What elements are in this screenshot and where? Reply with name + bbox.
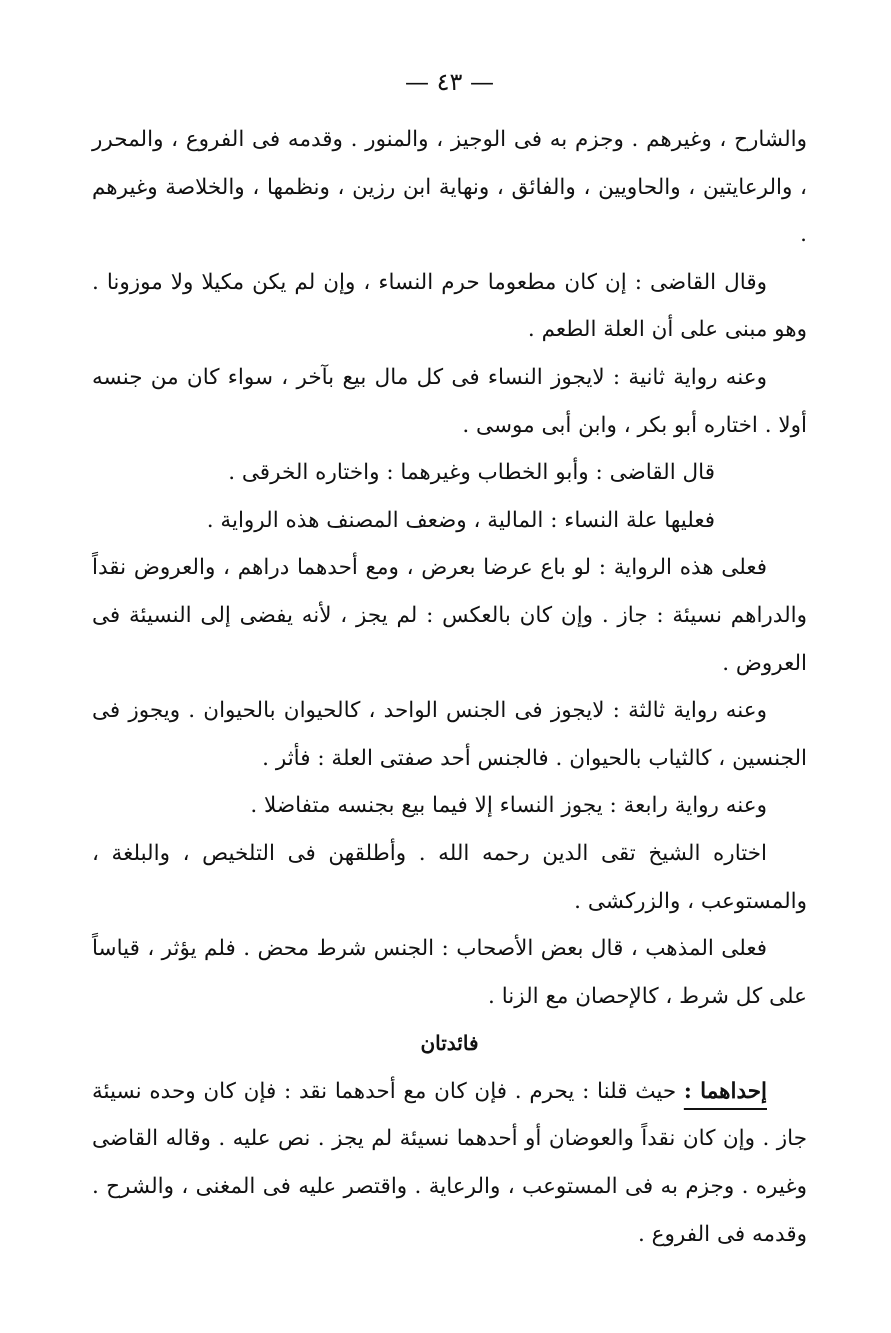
paragraph-8: وعنه رواية رابعة : يجوز النساء إلا فيما بيع بجنسه متفاضلا . [250, 793, 767, 819]
paragraph-final-text: حيث قلنا : يحرم . فإن كان مع أحدهما نقد : فإن كان وحده نسيئة جاز . وإن كان نقداً والعوضان أو أحدهما نسيئة لم يجز . نص عليه . وقاله القاضى وغيره . وجزم به فى المستوعب ، والرعاية . واقتصر عليه فى المغنى ، والشرح . وقدمه فى الفروع . [92, 1078, 807, 1247]
body-text [92, 116, 807, 1258]
paragraph-1: والشارح ، وغيرهم . وجزم به فى الوجيز ، والمنور . وقدمه فى الفروع ، والمحرر ، والرعايتين ، والحاويين ، والفائق ، ونهاية ابن رزين ، ونظمها ، والخلاصة وغيرهم . [92, 127, 807, 248]
paragraph-5: فعليها علة النساء : المالية ، وضعف المصنف هذه الرواية . [206, 507, 715, 533]
page-number: — ٤٣ — [404, 68, 495, 96]
paragraph-10: فعلى المذهب ، قال بعض الأصحاب : الجنس شرط محض . فلم يؤثر ، قياساً على كل شرط ، كالإحصان مع الزنا . [92, 936, 807, 1009]
paragraph-2: وقال القاضى : إن كان مطعوما حرم النساء ، وإن لم يكن مكيلا ولا موزونا . وهو مبنى على أن العلة الطعم . [92, 269, 807, 343]
section-heading: فائدتان [420, 1031, 479, 1056]
paragraph-7: وعنه رواية ثالثة : لايجوز فى الجنس الواحد ، كالحيوان بالحيوان . ويجوز فى الجنسين ، كالثياب بالحيوان . فالجنس أحد صفتى العلة : فأثر . [92, 698, 807, 771]
paragraph-final [92, 1068, 807, 1258]
paragraph-3: وعنه رواية ثانية : لايجوز النساء فى كل مال بيع بآخر ، سواء كان من جنسه أولا . اختاره أبو بكر ، وابن أبى موسى . [92, 364, 807, 438]
paragraph-6: فعلى هذه الرواية : لو باع عرضا بعرض ، ومع أحدهما دراهم ، والعروض نقداً والدراهم نسيئة : جاز . وإن كان بالعكس : لم يجز ، لأنه يفضى إلى النسيئة فى العروض . [92, 555, 807, 676]
paragraph-9: اختاره الشيخ تقى الدين رحمه الله . وأطلقهن فى التلخيص ، والبلغة ، والمستوعب ، والزركشى . [92, 840, 807, 914]
paragraph-4: قال القاضى : وأبو الخطاب وغيرهما : واختاره الخرقى . [228, 460, 715, 486]
paragraph-final-lead: إحداهما : [683, 1078, 767, 1104]
